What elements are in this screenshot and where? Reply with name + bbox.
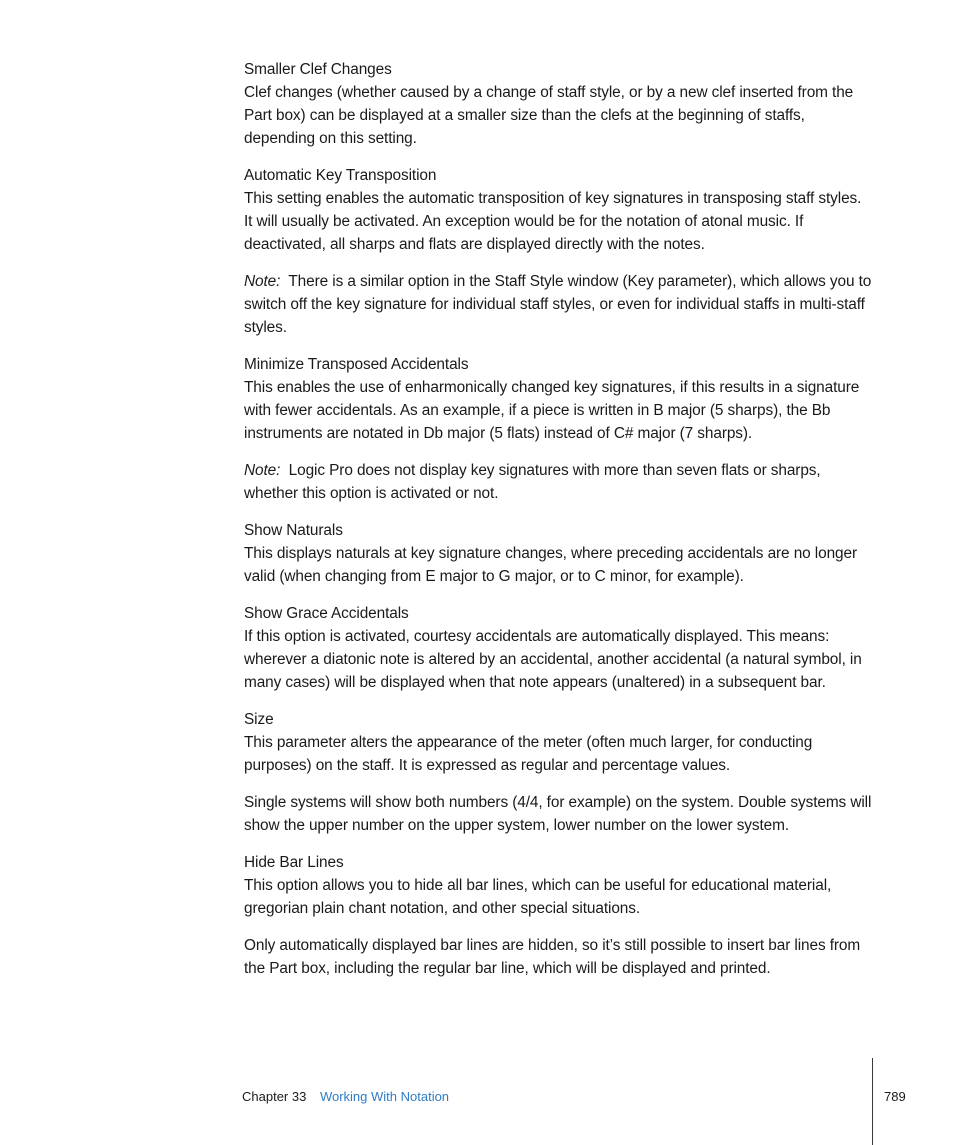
note-text: Logic Pro does not display key signatures with more than seven flats or sharps, whether this option is activated or not.	[244, 462, 821, 502]
page-content	[244, 58, 872, 994]
section-heading: Size	[244, 711, 274, 728]
section-hide-bar-lines	[244, 851, 872, 980]
section-paragraph: If this option is activated, courtesy accidentals are automatically displayed. This means: wherever a diatonic note is altered by an accidental, another accidental (a natural symbol, in many cases) will be displayed when that note appears (unaltered) in a subsequent bar.	[244, 628, 862, 691]
section-paragraph: This displays naturals at key signature changes, where preceding accidentals are no longer valid (when changing from E major to G major, or to C minor, for example).	[244, 545, 857, 585]
note-paragraph	[244, 459, 872, 505]
note-label: Note:	[244, 273, 281, 290]
note-label: Note:	[244, 462, 281, 479]
section-size	[244, 708, 872, 837]
section-heading: Show Naturals	[244, 522, 343, 539]
section-heading: Minimize Transposed Accidentals	[244, 356, 469, 373]
section-heading: Automatic Key Transposition	[244, 167, 437, 184]
section-paragraph: Single systems will show both numbers (4/4, for example) on the system. Double systems will show the upper number on the upper system, lower number on the lower system.	[244, 794, 872, 834]
footer-chapter-title-link[interactable]: Working With Notation	[319, 1089, 450, 1104]
section-show-grace-accidentals	[244, 602, 872, 694]
section-automatic-key-transposition	[244, 164, 872, 339]
section-paragraph: This parameter alters the appearance of the meter (often much larger, for conducting purposes) on the staff. It is expressed as regular and percentage values.	[244, 734, 813, 774]
section-heading: Smaller Clef Changes	[244, 61, 392, 78]
page-number: 789	[884, 1089, 906, 1104]
section-paragraph: This enables the use of enharmonically changed key signatures, if this results in a signature with fewer accidentals. As an example, if a piece is written in B major (5 sharps), the Bb instruments are notated in Db major (5 flats) instead of C# major (7 sharps).	[244, 379, 860, 442]
section-paragraph: Only automatically displayed bar lines are hidden, so it’s still possible to insert bar lines from the Part box, including the regular bar line, which will be displayed and printed.	[244, 937, 861, 977]
note-paragraph	[244, 270, 872, 339]
section-show-naturals	[244, 519, 872, 588]
section-heading: Hide Bar Lines	[244, 854, 344, 871]
section-paragraph: This option allows you to hide all bar lines, which can be useful for educational material, gregorian plain chant notation, and other special situations.	[244, 877, 832, 917]
section-minimize-transposed-accidentals	[244, 353, 872, 505]
section-paragraph: This setting enables the automatic transposition of key signatures in transposing staff styles. It will usually be activated. An exception would be for the notation of atonal music. If deactivated, all sharps and flats are displayed directly with the notes.	[244, 190, 862, 253]
section-smaller-clef-changes	[244, 58, 872, 150]
page-footer	[242, 1088, 449, 1106]
footer-chapter: Chapter 33	[242, 1089, 307, 1104]
section-paragraph: Clef changes (whether caused by a change of staff style, or by a new clef inserted from the Part box) can be displayed at a smaller size than the clefs at the beginning of staffs, depending on this setting.	[244, 84, 854, 147]
note-text: There is a similar option in the Staff Style window (Key parameter), which allows you to switch off the key signature for individual staff styles, or even for individual staffs in multi-staff styles.	[244, 273, 872, 336]
footer-divider	[872, 1058, 873, 1145]
section-heading: Show Grace Accidentals	[244, 605, 409, 622]
